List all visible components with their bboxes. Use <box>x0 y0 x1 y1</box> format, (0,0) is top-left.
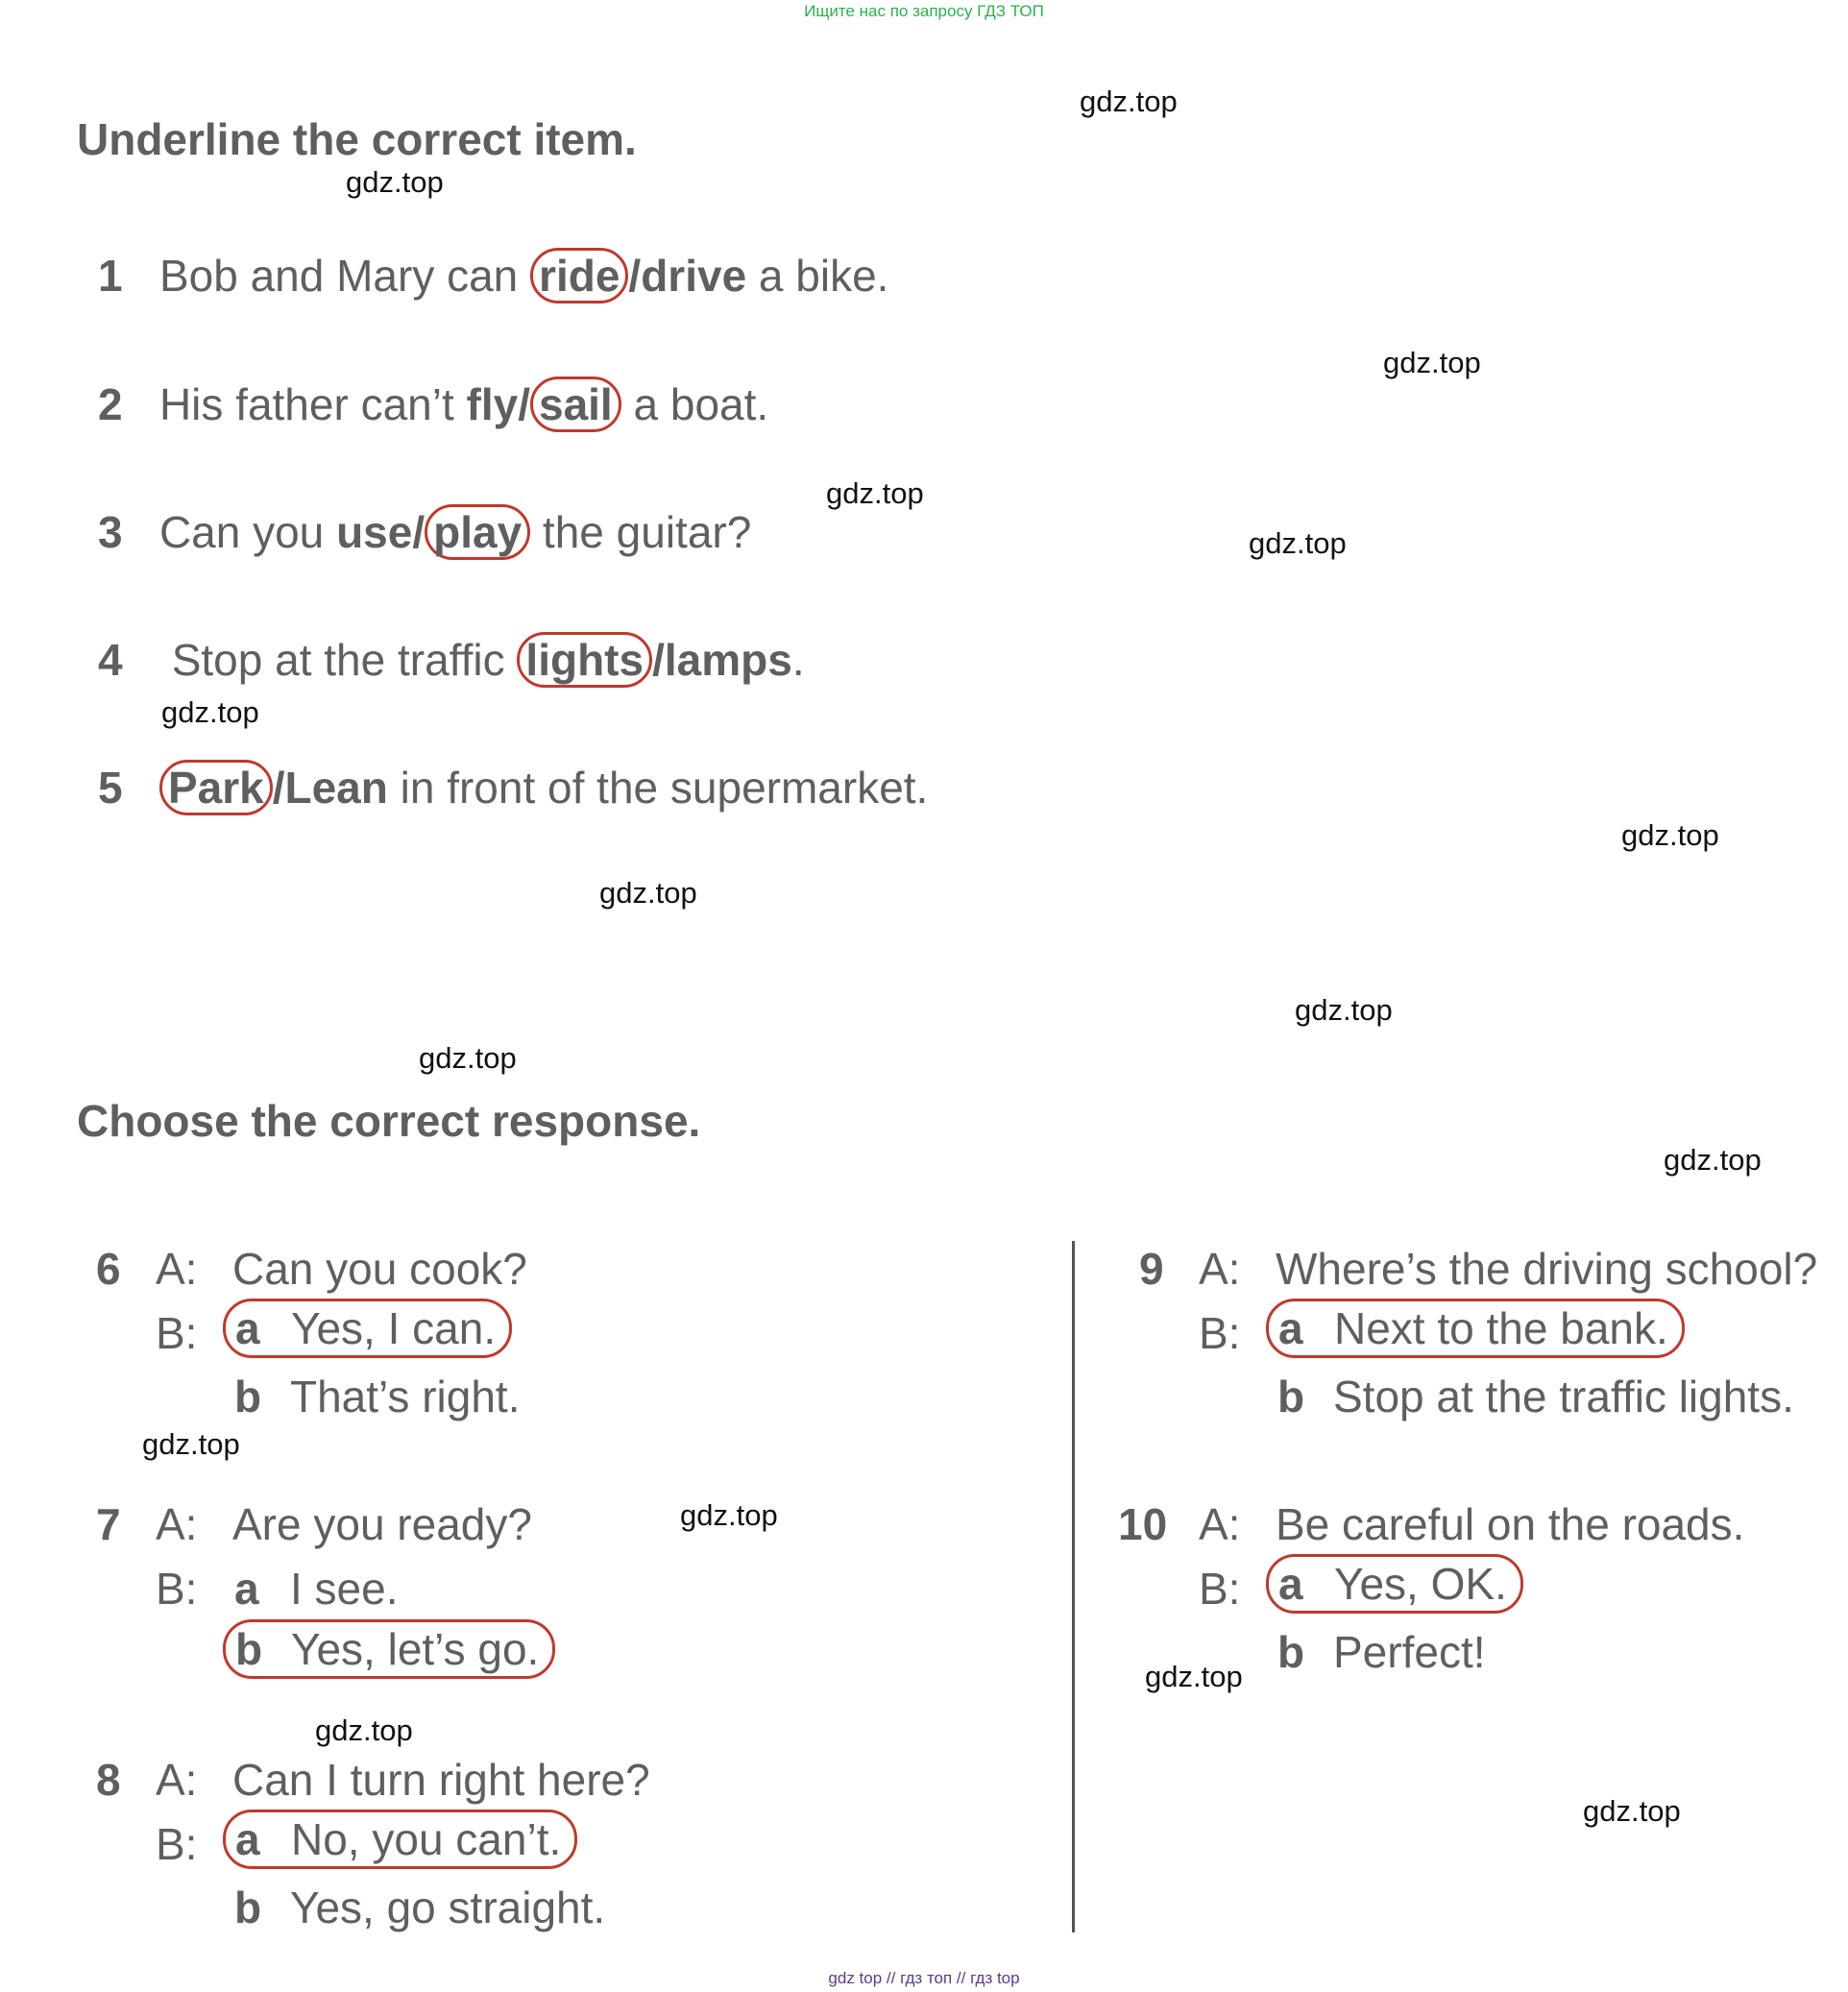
item-text-before: Stop at the traffic <box>171 635 518 685</box>
circled-option: lights <box>517 632 652 688</box>
item-number: 1 <box>98 251 123 301</box>
option-letter: a <box>1278 1303 1303 1353</box>
item-text-before: Bob and Mary can <box>158 251 531 301</box>
watermark: gdz.top <box>1145 1660 1243 1693</box>
s1-item-3 <box>98 506 751 558</box>
watermark: gdz.top <box>680 1498 778 1532</box>
s2-item-8-option-a <box>234 1813 577 1865</box>
option-text: Yes, I can. <box>291 1303 497 1353</box>
circled-option: sail <box>530 377 621 432</box>
option-letter: b <box>1277 1372 1305 1421</box>
s2-item-6-question <box>96 1243 527 1295</box>
option-separator: / <box>412 507 426 557</box>
circled-option: play <box>425 504 530 560</box>
item-text-before: Can you <box>158 507 337 557</box>
s1-item-1 <box>98 250 888 302</box>
option-text: Perfect! <box>1333 1627 1486 1677</box>
option-separator: / <box>628 251 642 301</box>
circled-option: Park <box>159 760 273 815</box>
column-divider <box>1072 1241 1075 1932</box>
item-number: 5 <box>98 763 123 813</box>
option-text: Yes, OK. <box>1334 1559 1507 1609</box>
top-banner: Ищите нас по запросу ГДЗ ТОП <box>804 2 1044 20</box>
watermark: gdz.top <box>142 1427 240 1461</box>
option-letter: b <box>235 1624 263 1674</box>
watermark: gdz.top <box>826 476 924 510</box>
option-letter: b <box>234 1372 262 1421</box>
item-text-after: a boat. <box>620 379 769 429</box>
watermark: gdz.top <box>1621 818 1719 852</box>
question-text: Can I turn right here? <box>232 1755 650 1805</box>
speaker-b: B: <box>1199 1308 1241 1358</box>
watermark: gdz.top <box>1249 526 1347 560</box>
option: Lean <box>284 763 388 813</box>
option-letter: a <box>235 1303 260 1353</box>
watermark: gdz.top <box>346 165 444 199</box>
option-text: I see. <box>290 1564 399 1614</box>
watermark: gdz.top <box>315 1713 413 1747</box>
s2-item-6-option-a <box>234 1302 512 1354</box>
s2-item-6-option-b <box>234 1371 520 1422</box>
s2-item-10-option-b <box>1277 1626 1486 1678</box>
item-text-after: . <box>791 635 805 685</box>
question-text: Can you cook? <box>232 1244 527 1294</box>
item-number: 2 <box>98 379 123 429</box>
section2-title: Choose the correct response. <box>77 1096 701 1146</box>
option: lamps <box>664 635 792 685</box>
watermark: gdz.top <box>161 695 259 729</box>
item-number: 6 <box>96 1244 121 1294</box>
option-letter: a <box>234 1564 259 1614</box>
option: drive <box>641 251 747 301</box>
option-letter: a <box>1278 1559 1303 1609</box>
watermark: gdz.top <box>1295 993 1393 1027</box>
item-text-after: the guitar? <box>530 507 752 557</box>
option: fly <box>466 379 519 429</box>
question-text: Where’s the driving school? <box>1276 1244 1818 1294</box>
watermark: gdz.top <box>1383 346 1481 379</box>
watermark: gdz.top <box>599 876 697 910</box>
speaker-a: A: <box>1199 1244 1241 1294</box>
option-letter: b <box>1277 1627 1305 1677</box>
option-letter: a <box>235 1814 260 1864</box>
option-separator: / <box>518 379 530 429</box>
question-text: Are you ready? <box>232 1499 532 1549</box>
option-text: No, you can’t. <box>291 1814 562 1864</box>
item-number: 4 <box>98 635 123 685</box>
option-text: Yes, go straight. <box>290 1883 606 1932</box>
s2-item-7-question <box>96 1498 532 1550</box>
question-text: Be careful on the roads. <box>1276 1499 1745 1549</box>
s1-item-2 <box>98 378 768 430</box>
circled-option: ride <box>530 248 628 304</box>
item-number: 3 <box>98 507 123 557</box>
s2-item-10-question <box>1118 1498 1744 1550</box>
s2-item-7-option-b <box>234 1623 555 1675</box>
item-text-before: His father can’t <box>158 379 467 429</box>
s2-item-9-option-a <box>1277 1302 1685 1354</box>
s2-item-8-option-b <box>234 1882 605 1933</box>
s1-item-5 <box>98 762 928 814</box>
option: use <box>336 507 413 557</box>
option-text: That’s right. <box>290 1372 521 1421</box>
item-text-after: a bike. <box>746 251 889 301</box>
item-number: 8 <box>96 1755 121 1805</box>
option-separator: / <box>272 763 285 813</box>
s2-item-8-question <box>96 1754 650 1806</box>
speaker-b: B: <box>156 1308 198 1358</box>
s2-item-10-option-a <box>1277 1558 1523 1610</box>
section1-title: Underline the correct item. <box>77 114 637 164</box>
watermark: gdz.top <box>419 1041 517 1075</box>
item-number: 10 <box>1118 1499 1168 1549</box>
option-text: Stop at the traffic lights. <box>1333 1372 1794 1421</box>
watermark: gdz.top <box>1664 1143 1762 1177</box>
s2-item-7-option-a <box>234 1563 399 1615</box>
speaker-a: A: <box>1199 1499 1241 1549</box>
bottom-banner: gdz top // гдз топ // гдз top <box>828 1969 1020 1987</box>
speaker-b: B: <box>156 1564 198 1614</box>
s1-item-4 <box>98 634 805 686</box>
speaker-a: A: <box>156 1244 198 1294</box>
option-text: Yes, let’s go. <box>291 1624 540 1674</box>
item-text-after: in front of the supermarket. <box>387 763 929 813</box>
speaker-b: B: <box>1199 1564 1241 1614</box>
watermark: gdz.top <box>1583 1794 1681 1828</box>
speaker-a: A: <box>156 1499 198 1549</box>
option-letter: b <box>234 1883 262 1932</box>
item-number: 7 <box>96 1499 121 1549</box>
watermark: gdz.top <box>1080 85 1178 118</box>
s2-item-9-option-b <box>1277 1371 1794 1422</box>
option-text: Next to the bank. <box>1334 1303 1668 1353</box>
speaker-b: B: <box>156 1819 198 1869</box>
option-separator: / <box>652 635 665 685</box>
s2-item-9-question <box>1139 1243 1817 1295</box>
speaker-a: A: <box>156 1755 198 1805</box>
item-number: 9 <box>1139 1244 1164 1294</box>
